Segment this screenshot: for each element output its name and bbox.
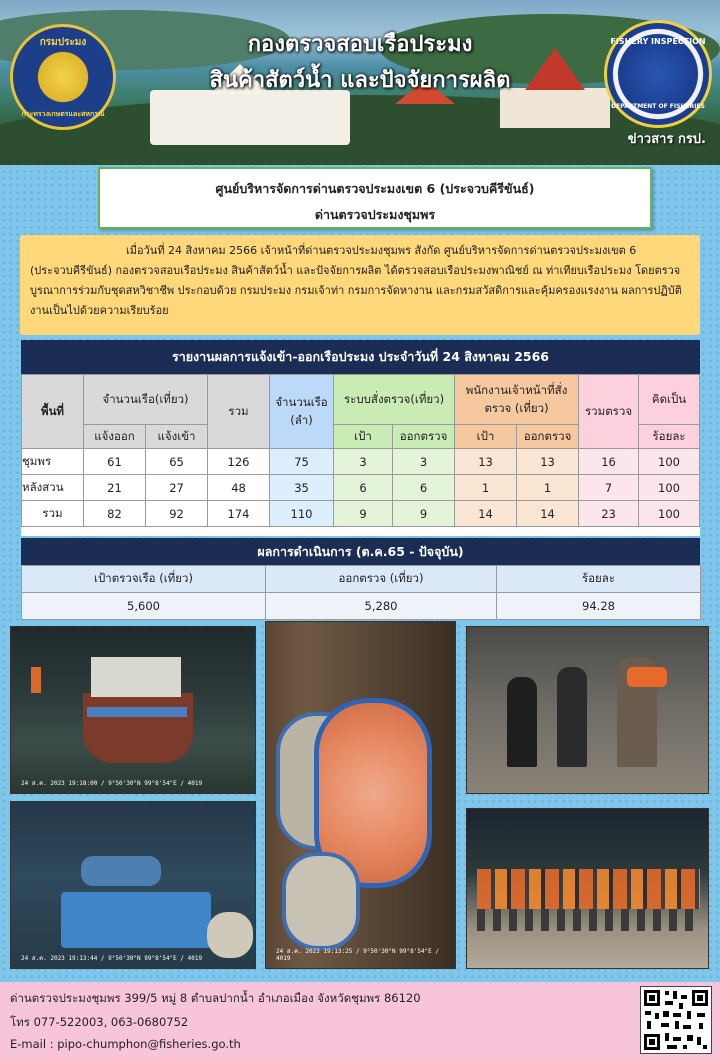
logo-left-top-text: กรมประมง	[39, 37, 87, 48]
header-sum: รวมตรวจ	[579, 375, 639, 449]
header-title-line2: สินค้าสัตว์น้ำ และปัจจัยการผลิต	[209, 67, 511, 93]
cell-area: หลังสวน	[22, 475, 84, 501]
crew-legs	[477, 909, 700, 931]
cell-pct: 100	[639, 475, 700, 501]
cell-out: 61	[84, 449, 146, 475]
photo-boat-deck	[10, 801, 256, 969]
header-banner	[0, 0, 720, 165]
blue-icebox	[61, 892, 211, 948]
life-jacket	[627, 667, 667, 687]
crew-members	[477, 869, 700, 909]
footer-phone: โทร 077-522003, 063-0680752	[10, 1015, 189, 1029]
qr-code-pattern	[641, 987, 711, 1053]
header-target: เป้า	[334, 425, 393, 449]
header-staff-order	[455, 375, 579, 425]
results-header-inspect: ออกตรวจ (เที่ยว)	[266, 566, 497, 593]
cell-target: 3	[334, 449, 393, 475]
cell-target: 9	[334, 501, 393, 527]
header-pct-unit: ร้อยละ	[639, 425, 700, 449]
photo-boat-at-pier	[10, 626, 256, 794]
white-sack	[207, 912, 253, 958]
footer-email[interactable]: E-mail : pipo-chumphon@fisheries.go.th	[10, 1037, 241, 1051]
header-inspect: ออกตรวจ	[393, 425, 455, 449]
results-grid	[21, 565, 701, 620]
table-row-total	[22, 501, 700, 527]
header-area: พื้นที่	[22, 375, 84, 449]
officer-figure	[507, 677, 537, 767]
header-boats-unit: (ลำ)	[290, 412, 313, 427]
cell-total: 126	[208, 449, 270, 475]
cell-target: 6	[334, 475, 393, 501]
footer	[0, 982, 720, 1058]
logo-left-bottom-text: กระทรวงเกษตรและสหกรณ์	[21, 110, 105, 118]
header-order-system: ระบบสั่งตรวจ(เที่ยว)	[334, 375, 455, 425]
boat-hull	[83, 693, 193, 763]
cell-area: ชุมพร	[22, 449, 84, 475]
table-row	[22, 475, 700, 501]
report-title: รายงานผลการแจ้งเข้า-ออกเรือประมง ประจำวันที่ 24 สิงหาคม 2566	[21, 340, 700, 374]
basket-shellfish-2	[282, 852, 360, 950]
results-header-target: เป้าตรวจเรือ (เที่ยว)	[22, 566, 266, 593]
cell-out: 82	[84, 501, 146, 527]
temple-building	[150, 90, 350, 145]
table-row	[22, 449, 700, 475]
header-in: แจ้งเข้า	[146, 425, 208, 449]
photo-timestamp: 24 ส.ค. 2023 19:13:25 / 9°50'30"N 99°8'54"E / 4019	[276, 948, 440, 962]
cell-out: 21	[84, 475, 146, 501]
officer-figure	[557, 667, 587, 767]
cell-inspect: 9	[393, 501, 455, 527]
center-name: ศูนย์บริหารจัดการด่านตรวจประมงเขต 6 (ประจวบคีรีขันธ์)	[215, 181, 535, 196]
photo-fish-in-baskets	[265, 621, 456, 969]
cell-total: 174	[208, 501, 270, 527]
cell-in: 92	[146, 501, 208, 527]
checkpoint-name: ด่านตรวจประมงชุมพร	[314, 207, 436, 222]
news-paragraph	[20, 235, 700, 335]
cell-inspect-2: 14	[517, 501, 579, 527]
cell-inspect-2: 13	[517, 449, 579, 475]
header-pct: คิดเป็น	[639, 375, 700, 425]
cell-inspect: 6	[393, 475, 455, 501]
results-header-pct: ร้อยละ	[497, 566, 701, 593]
cell-pct: 100	[639, 501, 700, 527]
cell-inspect-2: 1	[517, 475, 579, 501]
header-staff-line2: ตรวจ (เที่ยว)	[484, 400, 549, 415]
cell-pct: 100	[639, 449, 700, 475]
cell-target-2: 1	[455, 475, 517, 501]
qr-code[interactable]	[640, 986, 712, 1054]
cell-in: 27	[146, 475, 208, 501]
cell-sum: 16	[579, 449, 639, 475]
news-paragraph-text: เมื่อวันที่ 24 สิงหาคม 2566 เจ้าหน้าที่ด่านตรวจประมงชุมพร สังกัด ศูนย์บริหารจัดการด่านตรวจประมงเขต 6 (ประจวบคีรีขันธ์) กองตรวจสอบเรือประมง สินค้าสัตว์น้ำ และปัจจัยการผลิต ได้ตรวจสอบเรือประมงพาณิชย์ ณ ท่าเทียบเรือประมง โดยตรวจบูรณาการร่วมกับชุดสหวิชาชีพ ประกอบด้วย กรมประมง กรมเจ้าท่า กรมการจัดหางาน และกรมสวัสดิการและคุ้มครองแรงงาน ผลการปฏิบัติงานเป็นไปด้วยความเรียบร้อย	[30, 244, 682, 317]
cell-target-2: 14	[455, 501, 517, 527]
results-value-inspect: 5,280	[266, 593, 497, 620]
header-staff-line1: พนักงานเจ้าหน้าที่สั่ง	[465, 382, 568, 397]
results-value-pct: 94.28	[497, 593, 701, 620]
cell-inspect: 3	[393, 449, 455, 475]
boat-stripe	[87, 707, 187, 717]
news-tag: ข่าวสาร กรป.	[627, 132, 706, 147]
report-grid	[21, 374, 700, 527]
photo-timestamp: 24 ส.ค. 2023 19:18:00 / 9°50'30"N 99°8'54"E / 4019	[21, 780, 203, 787]
footer-address: ด่านตรวจประมงชุมพร 399/5 หมู่ 8 ตำบลปากน้ำ อำเภอเมือง จังหวัดชุมพร 86120	[10, 991, 421, 1005]
cell-sum: 23	[579, 501, 639, 527]
cell-total: 48	[208, 475, 270, 501]
photo-crew-lineup	[466, 808, 709, 969]
cell-in: 65	[146, 449, 208, 475]
cell-boats: 75	[270, 449, 334, 475]
cell-target-2: 13	[455, 449, 517, 475]
results-title: ผลการดำเนินการ (ต.ค.65 - ปัจจุบัน)	[21, 538, 700, 565]
logo-right-top-text: FISHERY INSPECTION	[610, 37, 706, 46]
header-boat-trips: จำนวนเรือ(เที่ยว)	[84, 375, 208, 425]
header-total: รวม	[208, 375, 270, 449]
cell-boats: 110	[270, 501, 334, 527]
header-inspect-2: ออกตรวจ	[517, 425, 579, 449]
officer-figure	[31, 667, 41, 693]
header-target-2: เป้า	[455, 425, 517, 449]
photo-officers-inspecting	[466, 626, 709, 794]
header-boats	[270, 375, 334, 449]
daily-report-table	[21, 340, 700, 536]
header-title-line1: กองตรวจสอบเรือประมง	[247, 31, 473, 57]
logo-right-bottom-text: DEPARTMENT OF FISHERIES	[611, 103, 705, 110]
boat-cabin	[91, 657, 181, 697]
blue-sacks	[81, 856, 161, 886]
cell-sum: 7	[579, 475, 639, 501]
results-table	[21, 538, 700, 618]
title-box	[98, 167, 652, 229]
header-out: แจ้งออก	[84, 425, 146, 449]
photo-timestamp: 24 ส.ค. 2023 19:13:44 / 9°50'30"N 99°8'54"E / 4019	[21, 955, 203, 962]
cell-boats: 35	[270, 475, 334, 501]
results-value-target: 5,600	[22, 593, 266, 620]
header-boats-label: จำนวนเรือ	[275, 394, 328, 409]
cell-area: รวม	[22, 501, 84, 527]
